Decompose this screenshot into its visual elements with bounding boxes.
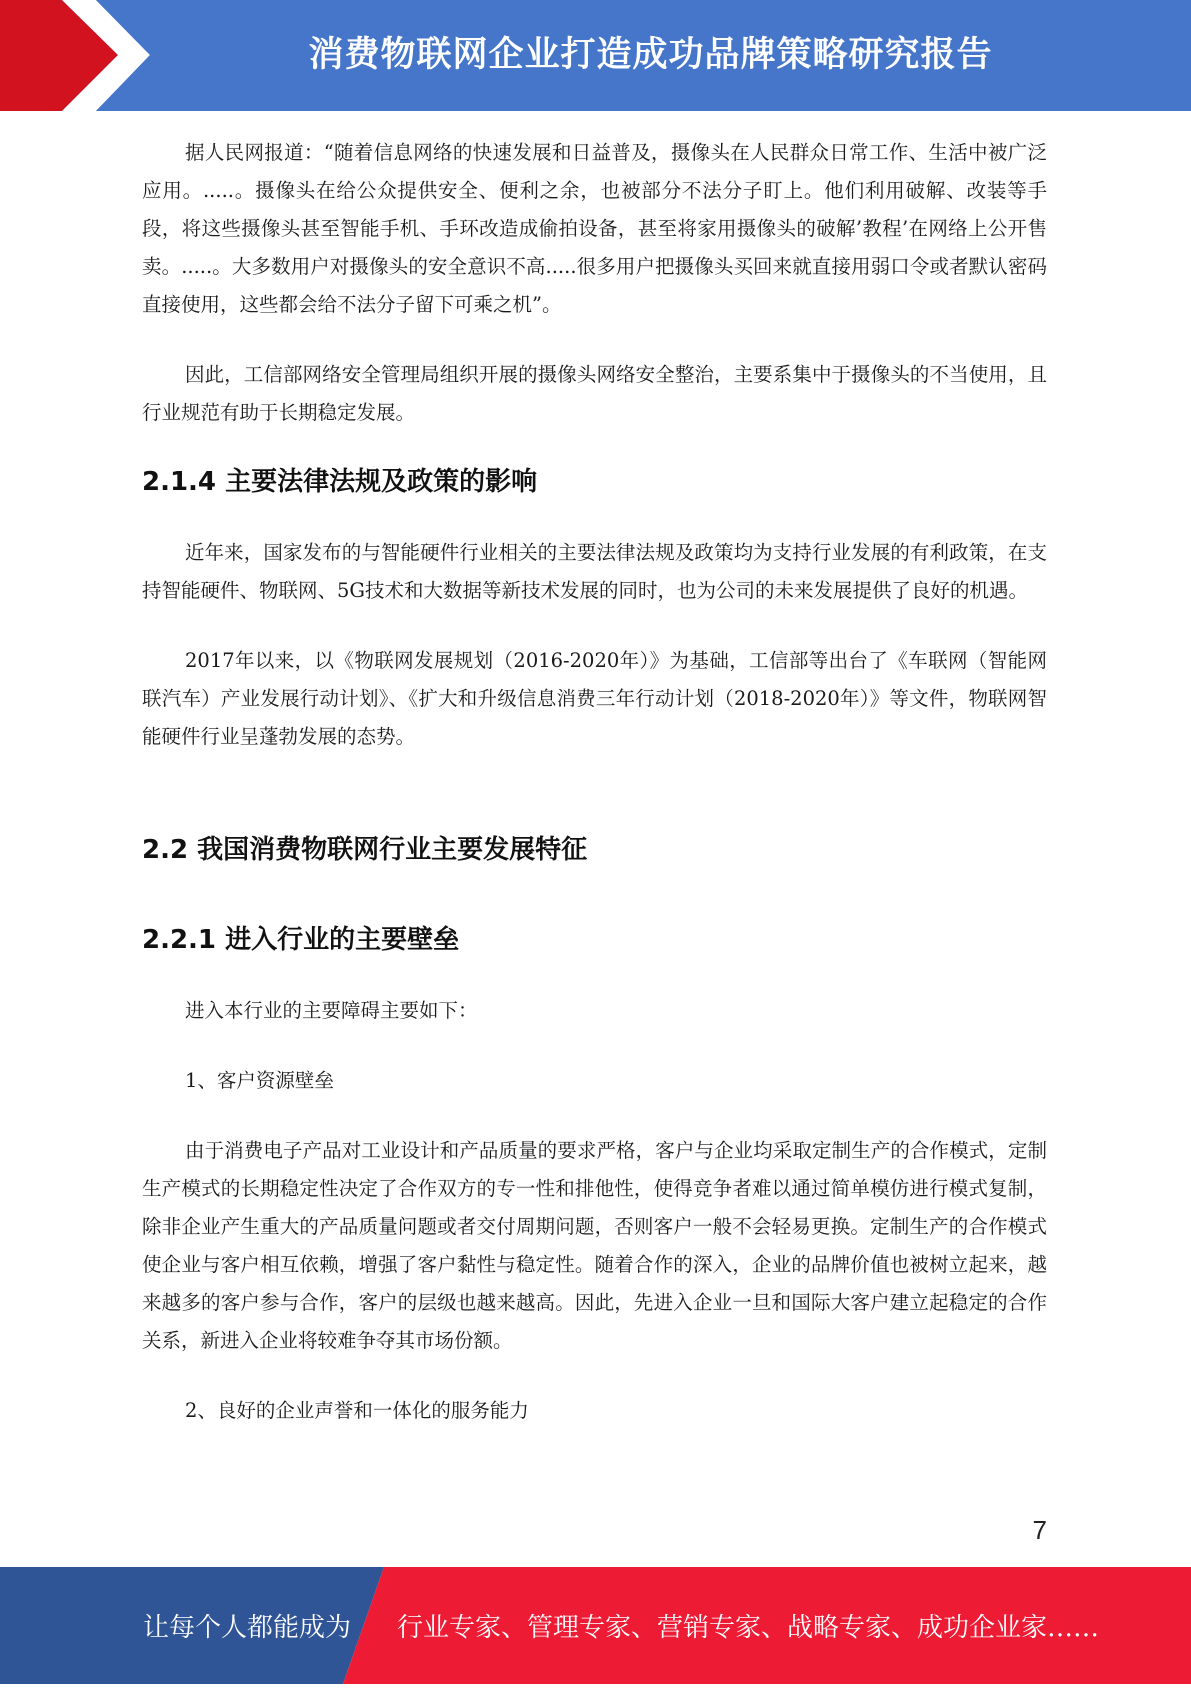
footer-slogan-right: 行业专家、管理专家、营销专家、战略专家、成功企业家…… — [397, 1613, 1100, 1643]
section-heading-2-2: 2.2 我国消费物联网行业主要发展特征 — [142, 835, 588, 865]
list-item-customer-resource-barrier: 1、客户资源壁垒 — [185, 1069, 334, 1092]
header-banner — [0, 0, 1191, 111]
report-title: 消费物联网企业打造成功品牌策略研究报告 — [308, 35, 993, 75]
section-heading-2-2-1: 2.2.1 进入行业的主要壁垒 — [142, 925, 460, 955]
paragraph-barriers-intro: 进入本行业的主要障碍主要如下： — [185, 999, 478, 1022]
footer-slogan-left: 让每个人都能成为 — [143, 1613, 352, 1643]
document-body — [142, 134, 1047, 1430]
paragraph-customer-barrier-detail: 由于消费电子产品对工业设计和产品质量的要求严格，客户与企业均采取定制生产的合作模式，定制生产模式的长期稳定性决定了合作双方的专一性和排他性，使得竞争者难以通过简单模仿进行模式复制，除非企业产生重大的产品质量问题或者交付周期问题，否则客户一般不会轻易更换。定制生产的合作模式使企业与客户相互依赖，增强了客户黏性与稳定性。随着合作的深入，企业的品牌价值也被树立起来，越来越多的客户参与合作，客户的层级也越来越高。因此，先进入企业一旦和国际大客户建立起稳定的合作关系，新进入企业将较难争夺其市场份额。 — [142, 1139, 1047, 1352]
footer-banner — [0, 1567, 1191, 1684]
paragraph-iot-plan-2017: 2017年以来，以《物联网发展规划（2016-2020年）》为基础，工信部等出台了《车联网（智能网联汽车）产业发展行动计划》、《扩大和升级信息消费三年行动计划（2018-2020年）》等文件，物联网智能硬件行业呈蓬勃发展的态势。 — [142, 649, 1047, 748]
page-number: 7 — [1032, 1515, 1047, 1545]
paragraph-miit-rectification: 因此，工信部网络安全管理局组织开展的摄像头网络安全整治，主要系集中于摄像头的不当使用，且行业规范有助于长期稳定发展。 — [142, 363, 1047, 424]
list-item-reputation-service: 2、良好的企业声誉和一体化的服务能力 — [185, 1399, 529, 1422]
paragraph-policy-support: 近年来，国家发布的与智能硬件行业相关的主要法律法规及政策均为支持行业发展的有利政策，在支持智能硬件、物联网、5G技术和大数据等新技术发展的同时，也为公司的未来发展提供了良好的机遇。 — [142, 541, 1047, 602]
paragraph-people-daily-quote: 据人民网报道：“随着信息网络的快速发展和日益普及，摄像头在人民群众日常工作、生活中被广泛应用。.....。摄像头在给公众提供安全、便利之余，也被部分不法分子盯上。他们利用破解、改装等手段，将这些摄像头甚至智能手机、手环改造成偷拍设备，甚至将家用摄像头的破解’教程’在网络上公开售卖。.....。大多数用户对摄像头的安全意识不高.....很多用户把摄像头买回来就直接用弱口令或者默认密码直接使用，这些都会给不法分子留下可乘之机”。 — [142, 141, 1047, 316]
section-heading-2-1-4: 2.1.4 主要法律法规及政策的影响 — [142, 467, 538, 497]
